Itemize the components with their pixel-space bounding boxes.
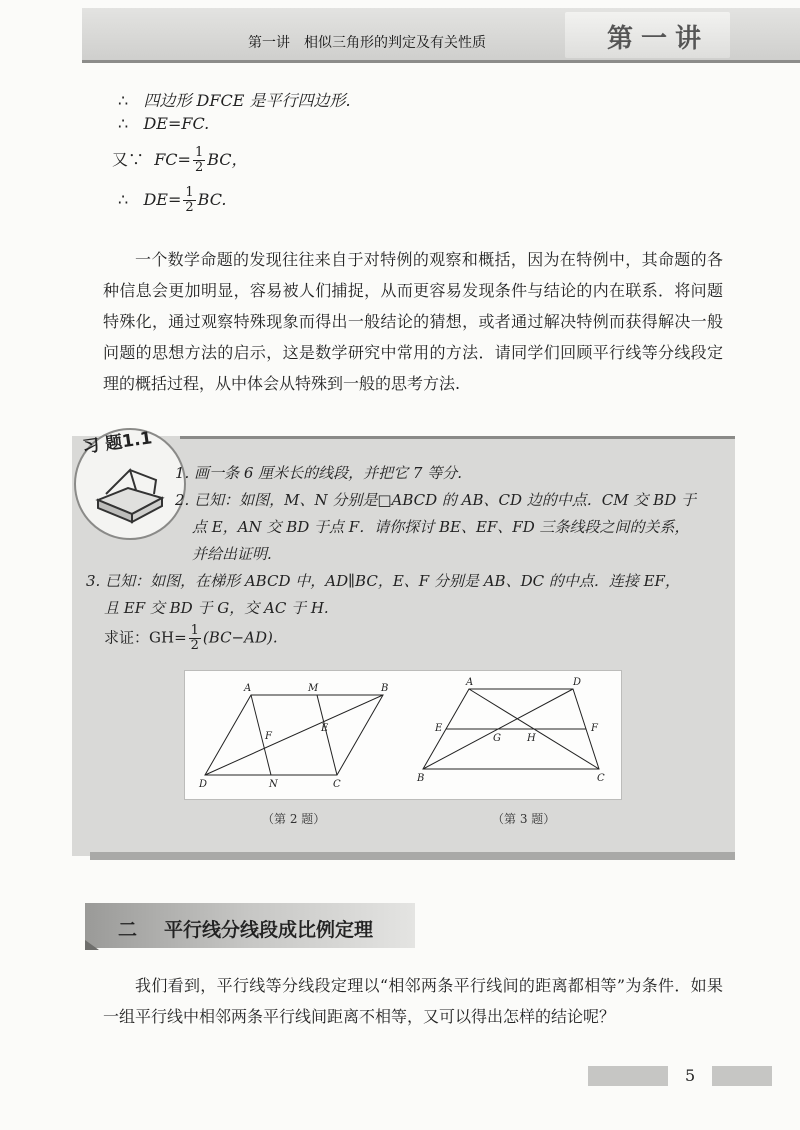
fig3-label-a: A [466,677,474,688]
section-number: 二 [118,919,138,941]
proof-text-2: DE=FC. [143,114,210,133]
diagonal-bd [205,695,383,775]
section-heading-notch [85,940,99,950]
segment-mc [317,695,337,775]
exercise-item-2-line-2: 点 E，AN 交 BD 于点 F．请你探讨 BE、EF、FD 三条线段之间的关系， [192,518,690,536]
exercise-item-2-line-3: 并给出证明. [192,545,272,563]
fig2-label-d: D [199,779,208,790]
fig3-label-g: G [493,733,501,744]
exercise-item-3-line-2: 且 EF 交 BD 于 G，交 AC 于 H. [104,599,329,617]
exercise-item-3-line-1: 3. 已知：如图，在梯形 ABCD 中，AD∥BC，E、F 分别是 AB、DC 的中点．连接 EF， [86,572,680,590]
section-title: 平行线分线段成比例定理 [164,919,374,941]
header-title: 第一讲 相似三角形的判定及有关性质 [248,35,486,51]
fig3-label-c: C [597,773,605,784]
proof-line-3 [112,146,248,175]
proof-text-1: 四边形 DFCE 是平行四边形. [143,91,351,110]
exercise-item-2-line-1: 2. 已知：如图，M、N 分别是□ABCD 的 AB、CD 边的中点．CM 交 BD 于 [175,491,696,509]
exercise-label: 习 题1.1 [81,428,154,458]
proof-text-4-pre: DE= [143,190,182,209]
exercise-top-rule [180,436,735,439]
figure-2-parallelogram [205,695,383,775]
proof-line-4 [118,186,226,215]
proof-line-1 [118,88,351,111]
figures-panel [184,670,622,800]
fig3-label-b: B [417,773,425,784]
fraction-half: $\frac{1}{2}$ [190,623,199,653]
fig2-label-c: C [333,779,341,790]
proof-text-3-pre: FC= [154,150,191,169]
section-intro-paragraph: 我们看到，平行线等分线段定理以“相邻两条平行线间的距离都相等”为条件．如果一组平行线中相邻两条平行线间距离不相等，又可以得出怎样的结论呢？ [103,976,723,1026]
figure-3-trapezoid [423,689,599,769]
fig2-label-a: A [244,683,252,694]
therefore-symbol: ∴ [118,190,129,209]
fraction-half: $\frac{1}{2}$ [194,145,204,175]
figure-2-caption: （第 2 题） [262,812,326,826]
body-paragraph: 一个数学命题的发现往往来自于对特例的观察和概括，因为在特例中，其命题的各种信息会更加明显，容易被人们捕捉，从而更容易发现条件与结论的内在联系．将问题特殊化，通过观察特殊现象而得出一般结论的猜想，或者通过解决特例而获得解决一般问题的思想方法的启示，这是数学研究中常用的方法．请同学们回顾平行线等分线段定理的概括过程，从中体会从特殊到一般的思考方法. [103,250,723,393]
because-symbol: 又∵ [112,150,145,169]
proof-text-3-post: BC， [207,150,248,169]
exercise-shadow [90,852,735,860]
fig3-label-h: H [527,733,536,744]
therefore-symbol: ∴ [118,114,129,133]
exercise-item-1: 1. 画一条 6 厘米长的线段，并把它 7 等分. [175,464,463,482]
therefore-symbol: ∴ [118,91,129,110]
header-chapter-tag: 第一讲 [607,24,710,54]
fraction-half: $\frac{1}{2}$ [185,185,194,215]
fig2-label-f: F [265,731,272,742]
footer-bar-right [712,1066,772,1086]
fig2-label-b: B [381,683,389,694]
fig2-label-n: N [269,779,278,790]
fig3-label-e: E [435,723,443,734]
footer-bar-left [588,1066,668,1086]
fig2-label-m: M [308,683,319,694]
fig3-label-f: F [591,723,598,734]
proof-line-2 [118,114,209,133]
exercise-item-3-line-3: 求证：GH= $\frac{1}{2}$ (BC−AD). [104,623,278,653]
page-number: 5 [685,1066,696,1085]
figure-3-caption: （第 3 题） [492,812,556,826]
figures-svg [185,671,621,799]
proof-text-4-post: BC. [197,190,227,209]
fig3-label-d: D [573,677,582,688]
fig2-label-e: E [321,723,329,734]
